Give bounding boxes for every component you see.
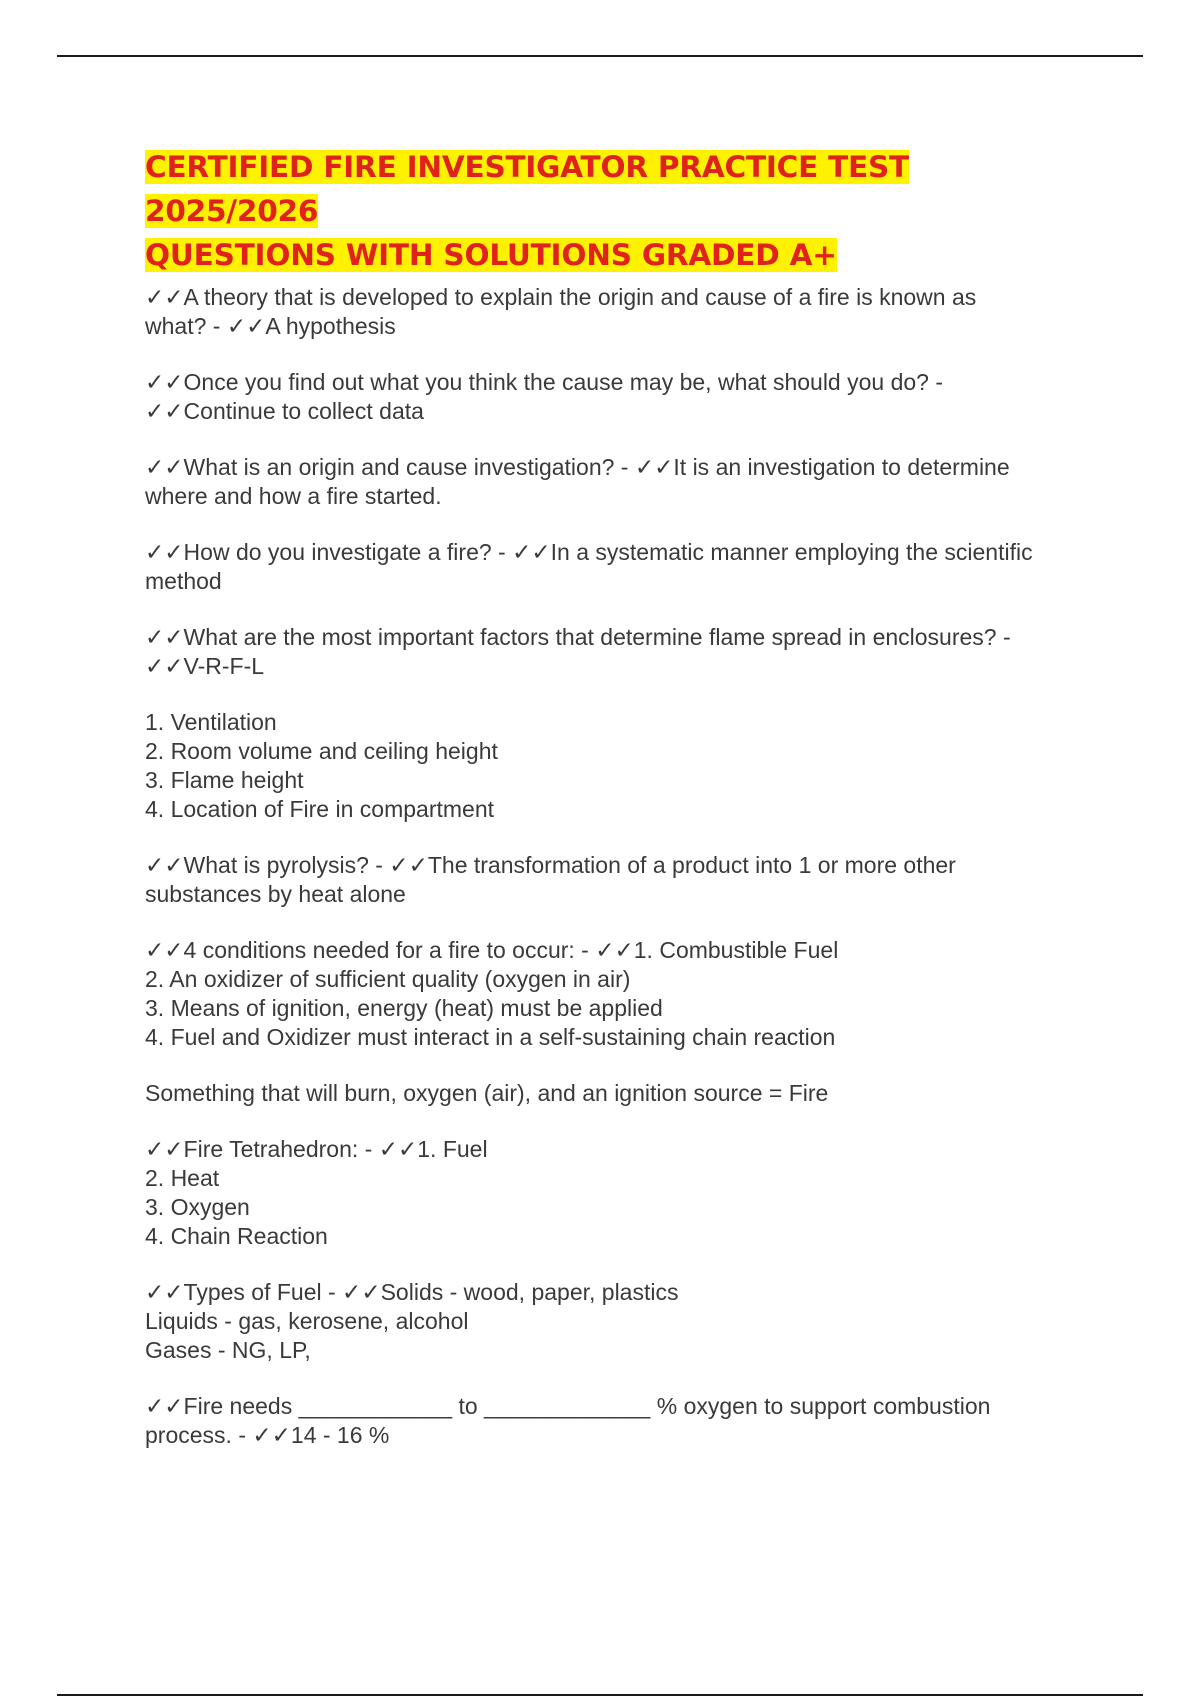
qa-item-collect-data	[145, 368, 1085, 426]
text-line: Something that will burn, oxygen (air), and an ignition source = Fire	[145, 1080, 829, 1106]
document-title	[145, 145, 1085, 277]
text-line: ✓✓V-R-F-L	[145, 653, 265, 679]
list-item: 3. Means of ignition, energy (heat) must be applied	[145, 995, 663, 1021]
text-line: ✓✓Once you find out what you think the cause may be, what should you do? -	[145, 369, 944, 395]
qa-item-fire-conditions	[145, 936, 1085, 1052]
text-line: ✓✓A theory that is developed to explain the origin and cause of a fire is known as	[145, 284, 977, 310]
list-item: 3. Flame height	[145, 767, 304, 793]
fire-summary-note	[145, 1079, 1085, 1108]
page-top-rule	[57, 55, 1143, 57]
flame-spread-list	[145, 708, 1085, 824]
list-item: 4. Location of Fire in compartment	[145, 796, 494, 822]
list-item: Liquids - gas, kerosene, alcohol	[145, 1308, 469, 1334]
title-line-2: QUESTIONS WITH SOLUTIONS GRADED A+	[145, 238, 837, 272]
text-line: ✓✓Fire Tetrahedron: - ✓✓1. Fuel	[145, 1136, 488, 1162]
list-item: Gases - NG, LP,	[145, 1337, 311, 1363]
list-item: 4. Fuel and Oxidizer must interact in a self-sustaining chain reaction	[145, 1024, 836, 1050]
qa-item-fuel-types	[145, 1278, 1085, 1365]
text-line: ✓✓Continue to collect data	[145, 398, 424, 424]
qa-item-oxygen-percent	[145, 1392, 1085, 1450]
qa-item-hypothesis	[145, 283, 1085, 341]
text-line: ✓✓Types of Fuel - ✓✓Solids - wood, paper, plastics	[145, 1279, 679, 1305]
qa-item-tetrahedron	[145, 1135, 1085, 1251]
text-line: ✓✓What is an origin and cause investigation? - ✓✓It is an investigation to determine	[145, 454, 1010, 480]
text-line: process. - ✓✓14 - 16 %	[145, 1422, 390, 1448]
text-line: ✓✓What is pyrolysis? - ✓✓The transformation of a product into 1 or more other	[145, 852, 956, 878]
qa-item-investigate	[145, 538, 1085, 596]
text-line: substances by heat alone	[145, 881, 406, 907]
text-line: ✓✓Fire needs ____________ to _____________ % oxygen to support combustion	[145, 1393, 991, 1419]
list-item: 1. Ventilation	[145, 709, 277, 735]
list-item: 2. Room volume and ceiling height	[145, 738, 498, 764]
document-body	[145, 145, 1085, 1477]
list-item: 3. Oxygen	[145, 1194, 250, 1220]
text-line: ✓✓How do you investigate a fire? - ✓✓In a systematic manner employing the scientific	[145, 539, 1033, 565]
text-line: where and how a fire started.	[145, 483, 442, 509]
qa-item-pyrolysis	[145, 851, 1085, 909]
qa-item-flame-spread	[145, 623, 1085, 681]
text-line: ✓✓4 conditions needed for a fire to occur: - ✓✓1. Combustible Fuel	[145, 937, 839, 963]
title-line-1: CERTIFIED FIRE INVESTIGATOR PRACTICE TEST 2025/2026	[145, 150, 909, 228]
list-item: 2. Heat	[145, 1165, 220, 1191]
list-item: 4. Chain Reaction	[145, 1223, 328, 1249]
qa-item-origin-cause	[145, 453, 1085, 511]
page-bottom-rule	[57, 1694, 1143, 1696]
text-line: ✓✓What are the most important factors that determine flame spread in enclosures? -	[145, 624, 1011, 650]
text-line: method	[145, 568, 222, 594]
list-item: 2. An oxidizer of sufficient quality (oxygen in air)	[145, 966, 631, 992]
text-line: what? - ✓✓A hypothesis	[145, 313, 396, 339]
